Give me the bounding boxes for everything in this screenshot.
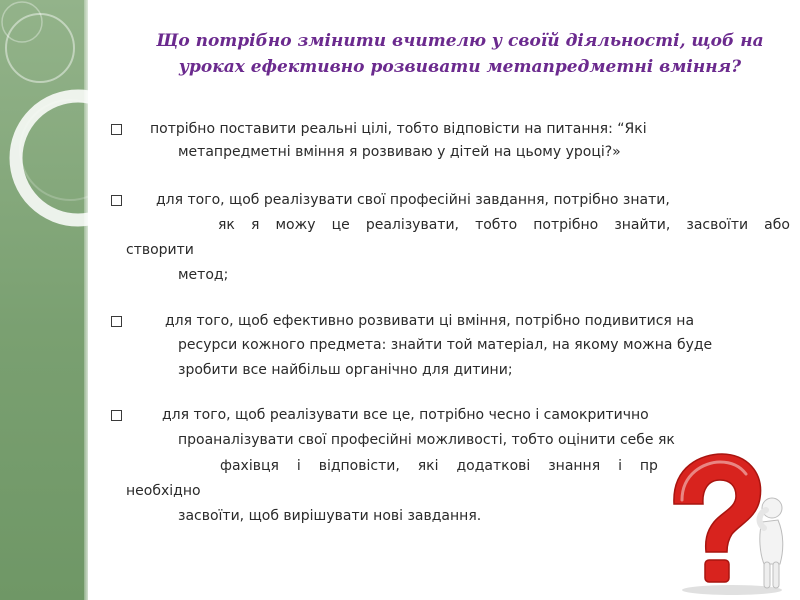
- bullet-3-line-2: ресурси кожного предмета: знайти той матеріал, на якому можна буде: [178, 337, 713, 353]
- title-line-1: Що потрібно змінити вчителю у своїй діяльності, щоб на: [156, 31, 764, 51]
- word: реалізувати,: [365, 217, 459, 233]
- bullet-4-line-1: для того, щоб реалізувати все це, потрібно чесно і самокритично: [162, 407, 649, 423]
- word: можу: [275, 217, 316, 233]
- slide-title: [150, 28, 770, 80]
- square-bullet-icon: [111, 316, 122, 327]
- word: знання: [548, 458, 601, 474]
- word: які: [417, 458, 439, 474]
- word: засвоїти: [686, 217, 749, 233]
- bullet-2-line-3: створити: [126, 242, 194, 258]
- bullet-1-line-2: метапредметні вміння я розвиваю у дітей на цьому уроці?»: [178, 144, 621, 160]
- bullet-1-line-1: потрібно поставити реальні цілі, тобто відповісти на питання: “Які: [150, 121, 647, 137]
- bullet-4-line-2: проаналізувати свої професійні можливості, тобто оцінити себе як: [178, 432, 675, 448]
- bullet-4-line-4: необхідно: [126, 483, 201, 499]
- word: пр: [639, 458, 658, 474]
- decorative-rings-icon: [0, 0, 88, 600]
- word: знайти,: [614, 217, 671, 233]
- word: відповісти,: [318, 458, 400, 474]
- bullet-3-line-3: зробити все найбільш органічно для дитини;: [178, 362, 513, 378]
- title-line-2: уроках ефективно розвивати метапредметні вміння?: [178, 57, 742, 77]
- bullet-2-line-2: [218, 216, 790, 234]
- bullet-4-line-5: засвоїти, щоб вирішувати нові завдання.: [178, 508, 482, 524]
- square-bullet-icon: [111, 195, 122, 206]
- word: фахівця: [220, 458, 279, 474]
- bullet-2-line-4: метод;: [178, 267, 229, 283]
- bullet-4-line-3: [220, 457, 658, 475]
- square-bullet-icon: [111, 124, 122, 135]
- word: і: [618, 458, 622, 474]
- question-mark-figure-icon: [660, 450, 790, 598]
- word: або: [764, 217, 790, 233]
- word: як: [218, 217, 235, 233]
- word: тобто: [475, 217, 518, 233]
- word: і: [296, 458, 301, 474]
- word: потрібно: [533, 217, 599, 233]
- word: це: [331, 217, 350, 233]
- word: я: [250, 217, 260, 233]
- sidebar-edge: [84, 0, 88, 600]
- bullet-2-line-1: для того, щоб реалізувати свої професійні завдання, потрібно знати,: [156, 192, 670, 208]
- sidebar-decoration: [0, 0, 88, 600]
- square-bullet-icon: [111, 410, 122, 421]
- word: додаткові: [456, 458, 531, 474]
- bullet-3-line-1: для того, щоб ефективно розвивати ці вміння, потрібно подивитися на: [165, 313, 695, 329]
